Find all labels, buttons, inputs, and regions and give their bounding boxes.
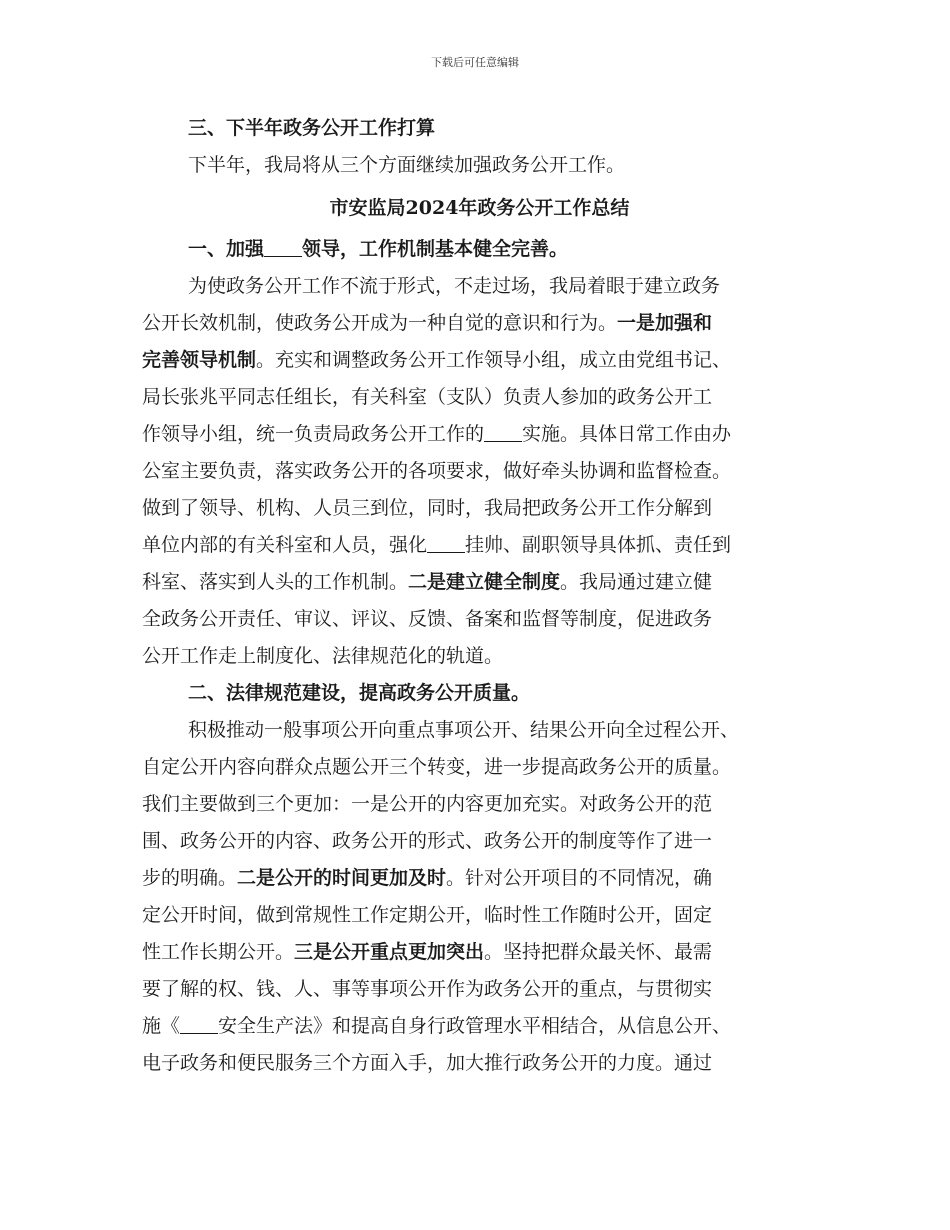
paragraph-line: 定公开时间，做到常规性工作定期公开，临时性工作随时公开，固定 (142, 904, 713, 926)
section3-heading: 三、下半年政务公开工作打算 (188, 117, 436, 139)
paragraph-line: 公开长效机制，使政务公开成为一种自觉的意识和行为。一是加强和 (142, 312, 713, 334)
paragraph-line: 围、政务公开的内容、政务公开的形式、政务公开的制度等作了进一 (142, 830, 713, 852)
section3-text: 下半年，我局将从三个方面继续加强政务公开工作。 (188, 154, 626, 176)
redaction-blank (180, 1015, 218, 1034)
paragraph-line: 单位内部的有关科室和人员，强化 挂帅、副职领导具体抓、责任到 (142, 534, 732, 556)
paragraph-line: 作领导小组，统一负责局政务公开工作的 实施。具体日常工作由办 (142, 423, 732, 445)
paragraph-line: 要了解的权、钱、人、事等事项公开作为政务公开的重点，与贯彻实 (142, 978, 713, 1000)
document-body (142, 110, 817, 1082)
redaction-blank (264, 238, 302, 257)
part1-heading: 一、加强 领导，工作机制基本健全完善。 (188, 238, 569, 260)
page-header: 下载后可任意编辑 (431, 56, 519, 69)
part2-heading: 二、法律规范建设，提高政务公开质量。 (188, 682, 531, 704)
paragraph-line: 我们主要做到三个更加：一是公开的内容更加充实。对政务公开的范 (142, 793, 713, 815)
paragraph-line: 公室主要负责，落实政务公开的各项要求，做好牵头协调和监督检查。 (142, 460, 732, 482)
paragraph-line: 电子政务和便民服务三个方面入手，加大推行政务公开的力度。通过 (142, 1052, 713, 1074)
paragraph-line: 完善领导机制。充实和调整政务公开工作领导小组，成立由党组书记、 (142, 349, 732, 371)
document-title: 市安监局2024年政务公开工作总结 (329, 197, 630, 219)
paragraph-line: 科室、落实到人头的工作机制。二是建立健全制度。我局通过建立健 (142, 571, 713, 593)
paragraph-line: 全政务公开责任、审议、评议、反馈、备案和监督等制度，促进政务 (142, 608, 713, 630)
paragraph-line: 做到了领导、机构、人员三到位，同时，我局把政务公开工作分解到 (142, 497, 713, 519)
paragraph-line: 公开工作走上制度化、法律规范化的轨道。 (142, 645, 504, 667)
redaction-blank (427, 534, 465, 553)
paragraph-line: 施《 安全生产法》和提高自身行政管理水平相结合，从信息公开、 (142, 1015, 732, 1037)
paragraph-line: 积极推动一般事项公开向重点事项公开、结果公开向全过程公开、 (188, 719, 740, 741)
paragraph-line: 性工作长期公开。三是公开重点更加突出。坚持把群众最关怀、最需 (142, 941, 713, 963)
paragraph-line: 自定公开内容向群众点题公开三个转变，进一步提高政务公开的质量。 (142, 756, 732, 778)
paragraph-line: 局长张兆平同志任组长，有关科室（支队）负责人参加的政务公开工 (142, 386, 713, 408)
paragraph-line: 为使政务公开工作不流于形式，不走过场，我局着眼于建立政务 (188, 275, 721, 297)
paragraph-line: 步的明确。二是公开的时间更加及时。针对公开项目的不同情况，确 (142, 867, 713, 889)
redaction-blank (484, 423, 522, 442)
